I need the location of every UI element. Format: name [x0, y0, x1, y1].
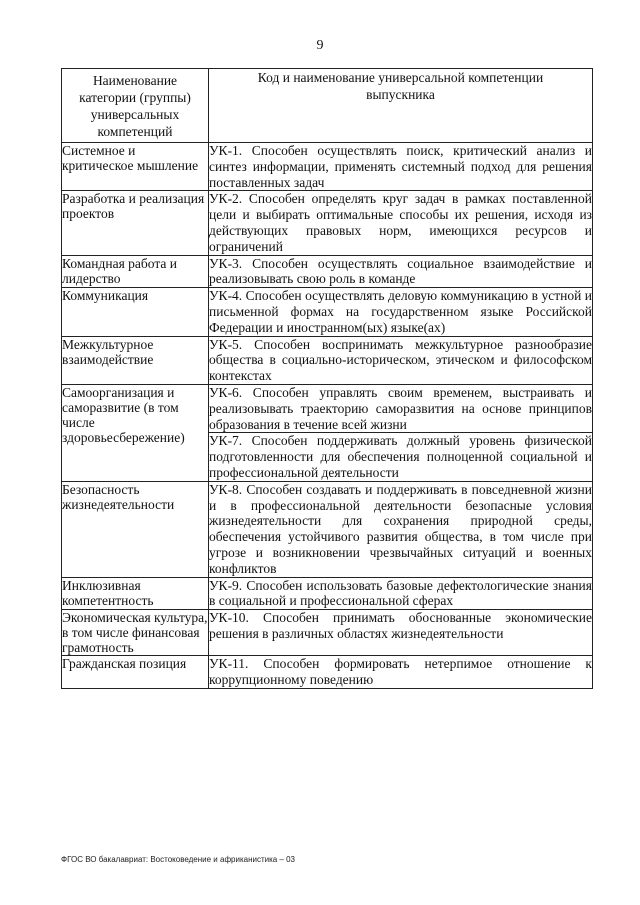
- competence-cell: УК-6. Способен управлять своим временем, выстраивать и реализовывать траекторию саморазвития на основе принципов образования в течение всей жизни: [209, 384, 592, 432]
- category-cell: Безопасность жизнедеятельности: [62, 481, 209, 577]
- competence-cell: УК-9. Способен использовать базовые дефектологические знания в социальной и профессиональной сферах: [209, 577, 592, 609]
- category-cell: Межкультурное взаимодействие: [62, 336, 209, 384]
- competence-cell: УК-4. Способен осуществлять деловую коммуникацию в устной и письменной формах на государственном языке Российской Федерации и иностранном(ых) языке(ах): [209, 288, 592, 335]
- competence-cell: УК-1. Способен осуществлять поиск, критический анализ и синтез информации, применять системный подход для решения поставленных задач: [209, 143, 592, 190]
- table-row: [62, 143, 593, 191]
- header-competence: Код и наименование универсальной компетенции выпускника: [209, 69, 593, 143]
- header-category: Наименование категории (группы) универсальных компетенций: [62, 69, 209, 143]
- table-row: [62, 255, 593, 288]
- page-footer: ФГОС ВО бакалавриат: Востоковедение и африканистика – 03: [61, 855, 296, 864]
- competence-cell: УК-2. Способен определять круг задач в рамках поставленной цели и выбирать оптимальные способы их решения, исходя из действующих правовых норм, имеющихся ресурсов и ограничений: [209, 191, 592, 254]
- category-cell: Инклюзивная компетентность: [62, 577, 209, 610]
- table-row: [62, 481, 593, 577]
- table-row: [62, 610, 593, 656]
- category-cell: Коммуникация: [62, 288, 209, 336]
- competence-cell: УК-10. Способен принимать обоснованные экономические решения в различных областях жизнедеятельности: [209, 610, 593, 656]
- category-cell: Командная работа и лидерство: [62, 255, 209, 288]
- competence-cell: УК-8. Способен создавать и поддерживать в повседневной жизни и в профессиональной деятельности безопасные условия жизнедеятельности для сохранения природной среды, обеспечения устойчивого развития общества, в том числе при угрозе и возникновении чрезвычайных ситуаций и военных конфликтов: [209, 481, 592, 576]
- page-number: 9: [316, 38, 324, 53]
- table-header-row: [62, 69, 593, 143]
- category-cell: Самоорганизация и саморазвитие (в том числе здоровьесбережение): [62, 384, 209, 481]
- table-row: [62, 336, 593, 384]
- table-row: [62, 191, 593, 255]
- competence-cell: УК-7. Способен поддерживать должный уровень физической подготовленности для обеспечения полноценной социальной и профессиональной деятельности: [209, 433, 592, 480]
- table-row: [62, 656, 593, 689]
- competence-cell: УК-5. Способен воспринимать межкультурное разнообразие общества в социально-историческом, этическом и философском контекстах: [209, 336, 592, 384]
- category-cell: Разработка и реализация проектов: [62, 191, 209, 255]
- table-row: [62, 288, 593, 336]
- category-cell: Гражданская позиция: [62, 656, 209, 689]
- competence-cell: УК-11. Способен формировать нетерпимое отношение к коррупционному поведению: [209, 656, 592, 687]
- category-cell: Экономическая культура, в том числе финансовая грамотность: [62, 610, 208, 656]
- competence-cell: УК-3. Способен осуществлять социальное взаимодействие и реализовывать свою роль в команде: [209, 255, 592, 287]
- table-row: [62, 384, 593, 432]
- table-row: [62, 577, 593, 610]
- category-cell: Системное и критическое мышление: [62, 143, 209, 191]
- competences-table: [61, 68, 593, 689]
